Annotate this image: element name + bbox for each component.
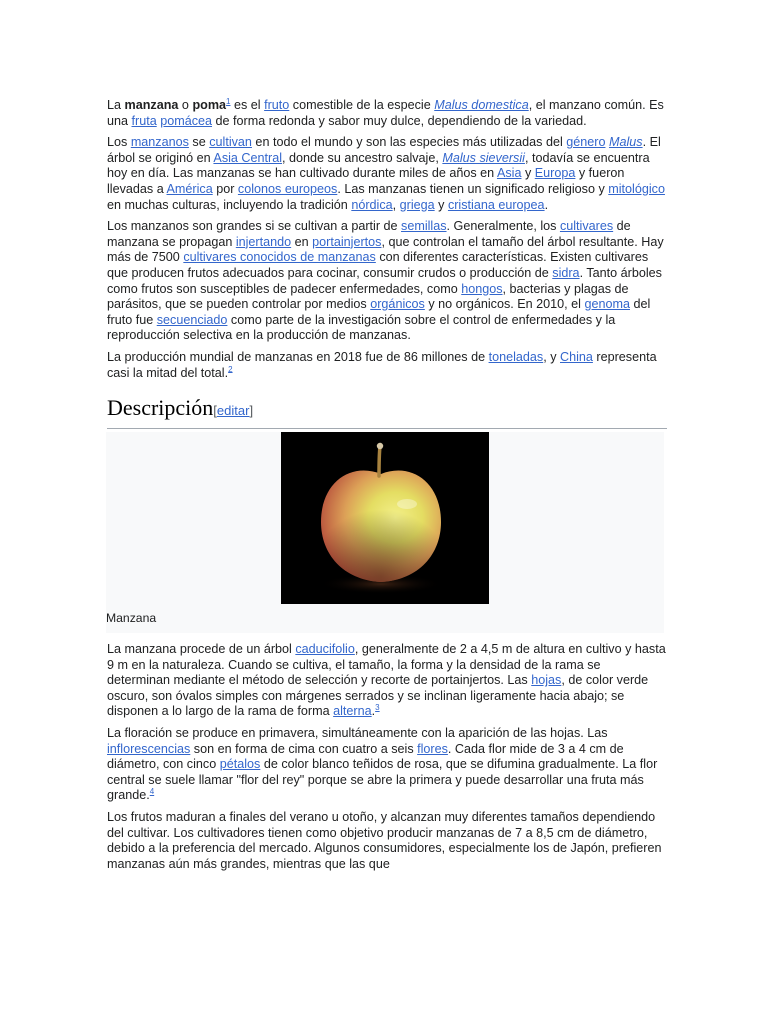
apple-figure — [106, 432, 664, 633]
intro-paragraph — [107, 98, 667, 129]
text: y — [521, 166, 535, 181]
link-toneladas[interactable]: toneladas — [488, 349, 544, 364]
tree-paragraph — [107, 642, 667, 720]
link-hojas[interactable]: hojas — [531, 673, 562, 688]
apple-image[interactable] — [281, 432, 489, 604]
link-asia-central[interactable]: Asia Central — [213, 150, 283, 165]
text: , — [392, 197, 400, 212]
text: de forma redonda y sabor muy dulce, dependiendo de la variedad. — [212, 113, 587, 128]
link-china[interactable]: China — [560, 349, 593, 364]
link-cultivan[interactable]: cultivan — [209, 135, 252, 150]
section-title: Descripción — [107, 395, 214, 421]
link-manzanos[interactable]: manzanos — [130, 135, 189, 150]
cultivation-paragraph — [107, 219, 667, 344]
bracket: ] — [249, 403, 254, 419]
text: La — [107, 98, 125, 112]
text: y fueron llevadas a — [107, 166, 625, 196]
link-europa[interactable]: Europa — [534, 166, 576, 181]
text: de color blanco teñidos de rosa, que se difumina gradualmente. La flor central se suele llamar "flor del rey" porque se abre la primera y puede desarrollar una fruta más grande. — [107, 757, 658, 803]
text: , el manzano común. Es una — [107, 98, 664, 128]
link-portainjertos[interactable]: portainjertos — [312, 234, 382, 249]
link-cultivares-conocidos[interactable]: cultivares conocidos de manzanas — [183, 250, 376, 265]
text: con diferentes características. Existen cultivares que producen frutos adecuados para cocinar, consumir crudos o producción de — [107, 250, 649, 280]
bracket: [ — [213, 403, 217, 419]
link-america[interactable]: América — [166, 181, 213, 196]
footnote-link-1[interactable]: 1 — [226, 96, 231, 106]
article-content — [107, 98, 667, 878]
text: comestible de la especie — [289, 98, 435, 112]
text: Los frutos maduran a finales del verano u otoño, y alcanzan muy diferentes tamaños dependiendo del cultivar. Los cultivadores tienen como objetivo producir manzanas de 7 a 8,5 cm de diámetro, debido a la preferencia del mercado. Algunos consumidores, especialmente los de Japón, prefieren manzanas aún más grandes, mientras que las que — [107, 810, 662, 871]
text: . Las manzanas tienen un significado religioso y — [337, 181, 609, 196]
text: . Generalmente, los — [446, 219, 560, 234]
figure-caption: Manzana — [106, 611, 157, 626]
link-mitologico[interactable]: mitológico — [608, 181, 665, 196]
text: , de color verde oscuro, son óvalos simples con márgenes serrados y se inclinan ligeramente hacia abajo; se disponen a lo largo de la rama de forma — [107, 673, 649, 719]
link-pomacea[interactable]: pomácea — [160, 113, 213, 128]
footnote-link-2[interactable]: 2 — [228, 364, 233, 374]
text: y — [434, 197, 448, 212]
link-genero[interactable]: género — [566, 135, 606, 150]
fruit-paragraph — [107, 810, 667, 872]
link-asia[interactable]: Asia — [496, 166, 522, 181]
edit-section-link[interactable]: editar — [216, 403, 250, 419]
production-paragraph — [107, 350, 667, 381]
text: , todavía se encuentra hoy en día. Las manzanas se han cultivado durante miles de años en — [107, 150, 650, 181]
section-heading-descripcion — [107, 393, 667, 429]
link-caducifolio[interactable]: caducifolio — [295, 642, 355, 657]
text: . El árbol se originó en — [107, 135, 661, 165]
link-malus-domestica[interactable]: Malus domestica — [434, 98, 529, 112]
text: o — [178, 98, 193, 112]
link-genoma[interactable]: genoma — [584, 297, 630, 312]
text: Los manzanos son grandes si se cultivan a partir de — [107, 219, 402, 234]
link-colonos-europeos[interactable]: colonos europeos — [237, 181, 338, 196]
edit-section — [213, 403, 253, 418]
text: representa casi la mitad del total. — [107, 349, 657, 380]
text: en todo el mundo y son las especies más utilizadas del — [251, 135, 567, 150]
text: , bacterias y plagas de parásitos, que se pueden controlar por medios — [107, 281, 629, 312]
text: se — [188, 135, 210, 150]
text: como parte de la investigación sobre el control de enfermedades y la reproducción selectiva en la producción de manzanas. — [107, 312, 616, 343]
link-alterna[interactable]: alterna — [333, 704, 372, 719]
link-hongos[interactable]: hongos — [461, 281, 503, 296]
link-injertando[interactable]: injertando — [235, 234, 292, 249]
text: . Tanto árboles como frutos son susceptibles de padecer enfermedades, como — [107, 265, 662, 296]
footnote-link-3[interactable]: 3 — [375, 703, 380, 713]
text: , y — [543, 349, 560, 364]
text: del fruto fue — [107, 297, 651, 327]
link-malus[interactable]: Malus — [608, 135, 643, 150]
flowering-paragraph — [107, 726, 667, 804]
link-fruta[interactable]: fruta — [131, 113, 157, 128]
link-flores[interactable]: flores — [417, 741, 448, 756]
link-cristiana-europea[interactable]: cristiana europea — [447, 197, 545, 212]
link-secuenciado[interactable]: secuenciado — [156, 312, 228, 327]
apple-photo-icon — [281, 432, 489, 604]
text: son en forma de cima con cuatro a seis — [190, 741, 418, 756]
link-cultivares[interactable]: cultivares — [559, 219, 614, 234]
text: por — [212, 181, 238, 196]
text: . — [371, 704, 376, 719]
text: . Cada flor mide de 3 a 4 cm de diámetro, con cinco — [107, 741, 624, 772]
link-inflorescencias[interactable]: inflorescencias — [107, 741, 191, 756]
text: Los — [107, 135, 131, 150]
origin-paragraph — [107, 135, 667, 213]
term-manzana: manzana — [124, 98, 179, 112]
link-petalos[interactable]: pétalos — [219, 757, 261, 772]
link-fruto[interactable]: fruto — [264, 98, 290, 112]
text: La floración se produce en primavera, simultáneamente con la aparición de las hojas. Las — [107, 726, 608, 741]
footnote-link-4[interactable]: 4 — [149, 787, 155, 797]
link-semillas[interactable]: semillas — [401, 219, 447, 234]
text: , donde su ancestro salvaje, — [282, 150, 443, 165]
link-organicos[interactable]: orgánicos — [370, 297, 425, 312]
text: . — [544, 197, 549, 212]
link-sidra[interactable]: sidra — [552, 265, 580, 280]
link-nordica[interactable]: nórdica — [351, 197, 393, 212]
term-poma: poma — [192, 98, 227, 112]
text: La manzana procede de un árbol — [107, 642, 296, 657]
text: en muchas culturas, incluyendo la tradición — [107, 197, 352, 212]
text: La producción mundial de manzanas en 2018 fue de 86 millones de — [107, 349, 489, 364]
text: es el — [230, 98, 265, 112]
text: , generalmente de 2 a 4,5 m de altura en cultivo y hasta 9 m en la naturaleza. Cuando se cultiva, el tamaño, la forma y la densidad de la rama se determinan mediante el método de selección y recorte de portainjertos. Las — [107, 642, 666, 688]
text: en — [291, 234, 313, 249]
text: y no orgánicos. En 2010, el — [424, 297, 585, 312]
link-malus-sieversii[interactable]: Malus sieversii — [442, 150, 525, 165]
text: , que controlan el tamaño del árbol resultante. Hay más de 7500 — [107, 234, 664, 265]
text: de manzana se propagan — [107, 219, 631, 249]
link-griega[interactable]: griega — [399, 197, 435, 212]
